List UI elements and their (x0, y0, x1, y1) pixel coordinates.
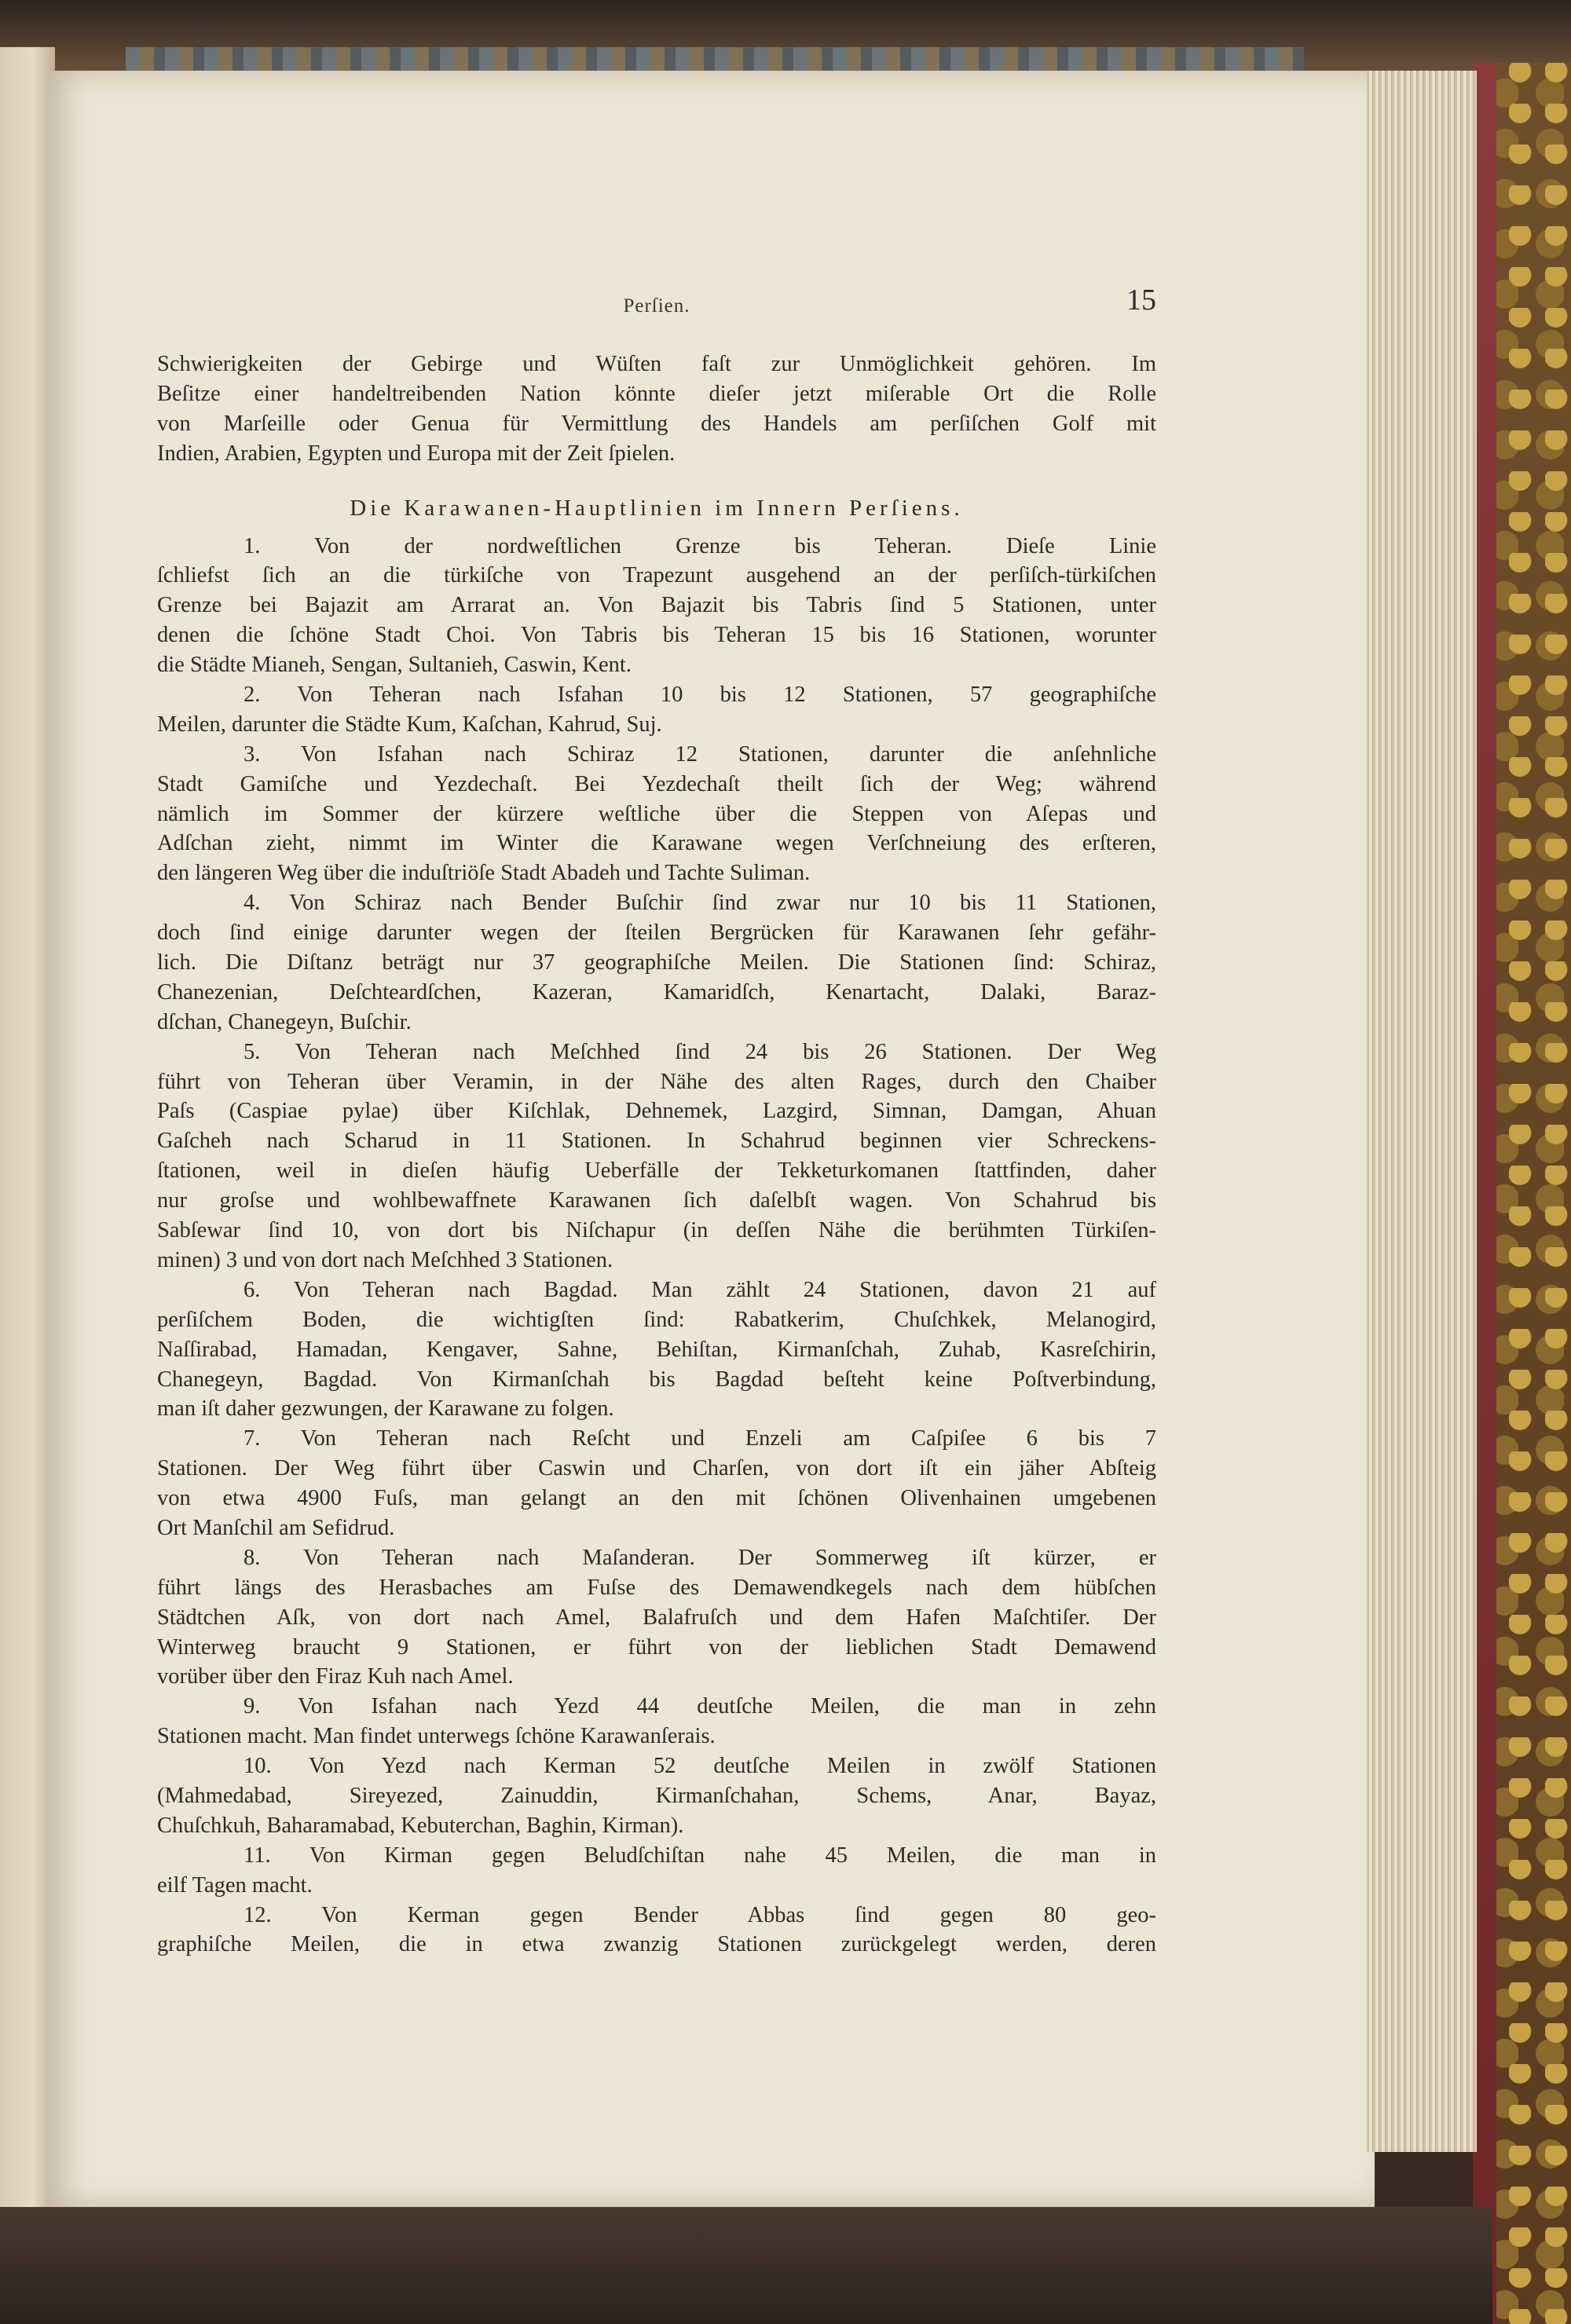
text-line: Meilen, darunter die Städte Kum, Kaſchan, Kahrud, Suj. (157, 712, 662, 737)
text-line: perſiſchem Boden, die wichtigſten ſind: Rabatkerim, Chuſchkek, Melanogird, (157, 1307, 1156, 1332)
section-heading: Die Karawanen-Hauptlinien im Innern Perſiens. (350, 495, 964, 521)
text-line: 8. Von Teheran nach Maſanderan. Der Sommerweg iſt kürzer, er (244, 1545, 1156, 1570)
text-line: Stationen. Der Weg führt über Caswin und Charſen, von dort iſt ein jäher Abſteig (157, 1456, 1156, 1481)
text-line: ſchliefst ſich an die türkiſche von Trapezunt ausgehend an der perſiſch-türkiſchen (157, 563, 1156, 588)
route-paragraph-11 (157, 1841, 1156, 1901)
text-line: (Mahmedabad, Sireyezed, Zainuddin, Kirmanſchahan, Schems, Anar, Bayaz, (157, 1783, 1156, 1808)
text-line: Sabſewar ſind 10, von dort bis Niſchapur (in deſſen Nähe die berühmten Türkiſen- (157, 1218, 1156, 1243)
route-paragraph-12 (157, 1901, 1156, 1960)
text-line: Indien, Arabien, Egypten und Europa mit der Zeit ſpielen. (157, 441, 676, 466)
text-line: Stationen macht. Man findet unterwegs ſchöne Karawanſerais. (157, 1724, 716, 1749)
text-line: 7. Von Teheran nach Reſcht und Enzeli am Caſpiſee 6 bis 7 (244, 1426, 1156, 1451)
page-number: 15 (1126, 284, 1156, 317)
route-paragraph-7 (157, 1424, 1156, 1543)
text-line: Grenze bei Bajazit am Arrarat an. Von Bajazit bis Tabris ſind 5 Stationen, unter (157, 593, 1156, 618)
text-line: Chuſchkuh, Baharamabad, Kebuterchan, Baghin, Kirman). (157, 1813, 684, 1838)
text-line: von Marſeille oder Genua für Vermittlung des Handels am perſiſchen Golf mit (157, 411, 1156, 436)
text-line: Stadt Gamiſche und Yezdechaſt. Bei Yezdechaſt theilt ſich der Weg; während (157, 771, 1156, 796)
text-line: 3. Von Isfahan nach Schiraz 12 Stationen, darunter die anſehnliche (244, 741, 1156, 767)
text-line: nur groſse und wohlbewaffnete Karawanen ſich daſelbſt wagen. Von Schahrud bis (157, 1188, 1156, 1213)
route-paragraph-6 (157, 1275, 1156, 1424)
route-paragraph-10 (157, 1751, 1156, 1841)
text-line: ſtationen, weil in dieſen häufig Ueberfälle der Tekketurkomanen ſtattfinden, daher (157, 1158, 1156, 1184)
text-line: führt von Teheran über Veramin, in der Nähe des alten Rages, durch den Chaiber (157, 1069, 1156, 1094)
text-line: 4. Von Schiraz nach Bender Buſchir ſind zwar nur 10 bis 11 Stationen, (244, 891, 1156, 916)
text-line: die Städte Mianeh, Sengan, Sultanieh, Caswin, Kent. (157, 653, 632, 678)
text-line: 6. Von Teheran nach Bagdad. Man zählt 24 Stationen, davon 21 auf (244, 1277, 1156, 1302)
text-line: Chanezenian, Deſchteardſchen, Kazeran, Kamaridſch, Kenartacht, Dalaki, Baraz- (157, 979, 1156, 1005)
text-line: eilf Tagen macht. (157, 1872, 313, 1898)
text-line: vorüber über den Firaz Kuh nach Amel. (157, 1664, 514, 1689)
text-line: 11. Von Kirman gegen Beludſchiſtan nahe 45 Meilen, die man in (244, 1843, 1156, 1868)
page-header (157, 283, 1156, 322)
route-paragraph-3 (157, 740, 1156, 888)
text-line: Naſſirabad, Hamadan, Kengaver, Sahne, Behiſtan, Kirmanſchah, Zuhab, Kasreſchirin, (157, 1337, 1156, 1362)
page-edges (1367, 71, 1477, 2152)
text-line: Gaſcheh nach Scharud in 11 Stationen. In Schahrud beginnen vier Schreckens- (157, 1129, 1156, 1154)
text-line: Adſchan zieht, nimmt im Winter die Karawane wegen Verſchneiung des erſteren, (157, 831, 1156, 856)
text-line: führt längs des Herasbaches am Fuſse des Demawendkegels nach dem hübſchen (157, 1575, 1156, 1600)
text-line: Städtchen Aſk, von dort nach Amel, Balafruſch und dem Hafen Maſchtiſer. Der (157, 1605, 1156, 1630)
text-line: den längeren Weg über die induſtriöſe Stadt Abadeh und Tachte Suliman. (157, 861, 811, 886)
text-line: doch ſind einige darunter wegen der ſteilen Bergrücken für Karawanen ſehr gefähr- (157, 920, 1156, 946)
route-paragraph-4 (157, 888, 1156, 1037)
route-paragraph-9 (157, 1692, 1156, 1751)
text-line: 2. Von Teheran nach Isfahan 10 bis 12 Stationen, 57 geographiſche (244, 683, 1156, 708)
text-line: Ort Manſchil am Sefidrud. (157, 1515, 395, 1540)
text-line: 12. Von Kerman gegen Bender Abbas ſind gegen 80 geo- (244, 1902, 1156, 1927)
book-bottom (0, 2207, 1492, 2324)
text-line: minen) 3 und von dort nach Meſchhed 3 Stationen. (157, 1247, 613, 1272)
text-line: graphiſche Meilen, die in etwa zwanzig Stationen zurückgelegt werden, deren (157, 1932, 1156, 1957)
running-head: Perſien. (623, 295, 690, 317)
body-text (157, 350, 1156, 1960)
text-line: man iſt daher gezwungen, der Karawane zu folgen. (157, 1396, 614, 1422)
text-line: 1. Von der nordweſtlichen Grenze bis Teheran. Dieſe Linie (244, 533, 1156, 558)
route-paragraph-1 (157, 532, 1156, 680)
text-line: dſchan, Chanegeyn, Buſchir. (157, 1009, 412, 1034)
text-line: Chanegeyn, Bagdad. Von Kirmanſchah bis Bagdad beſteht keine Poſtverbindung, (157, 1367, 1156, 1392)
text-line: Beſitze einer handeltreibenden Nation könnte dieſer jetzt miſerable Ort die Rolle (157, 381, 1156, 406)
route-paragraph-5 (157, 1038, 1156, 1275)
text-line: Paſs (Caspiae pylae) über Kiſchlak, Dehnemek, Lazgird, Simnan, Damgan, Ahuan (157, 1099, 1156, 1124)
text-line: 9. Von Isfahan nach Yezd 44 deutſche Meilen, die man in zehn (244, 1694, 1156, 1719)
text-line: von etwa 4900 Fuſs, man gelangt an den mit ſchönen Olivenhainen umgebenen (157, 1486, 1156, 1511)
text-line: nämlich im Sommer der kürzere weſtliche über die Steppen von Aſepas und (157, 801, 1156, 826)
route-paragraph-8 (157, 1543, 1156, 1692)
text-line: Schwierigkeiten der Gebirge und Wüſten faſt zur Unmöglichkeit gehören. Im (157, 352, 1156, 376)
text-line: Winterweg braucht 9 Stationen, er führt von der lieblichen Stadt Demawend (157, 1634, 1156, 1660)
intro-paragraph (157, 350, 1156, 469)
text-line: 10. Von Yezd nach Kerman 52 deutſche Meilen in zwölf Stationen (244, 1754, 1156, 1779)
text-line: lich. Die Diſtanz beträgt nur 37 geographiſche Meilen. Die Stationen ſind: Schiraz, (157, 950, 1156, 975)
text-line: denen die ſchöne Stadt Choi. Von Tabris bis Teheran 15 bis 16 Stationen, worunter (157, 623, 1156, 648)
route-paragraph-2 (157, 680, 1156, 740)
text-line: 5. Von Teheran nach Meſchhed ſind 24 bis 26 Stationen. Der Weg (244, 1039, 1156, 1064)
